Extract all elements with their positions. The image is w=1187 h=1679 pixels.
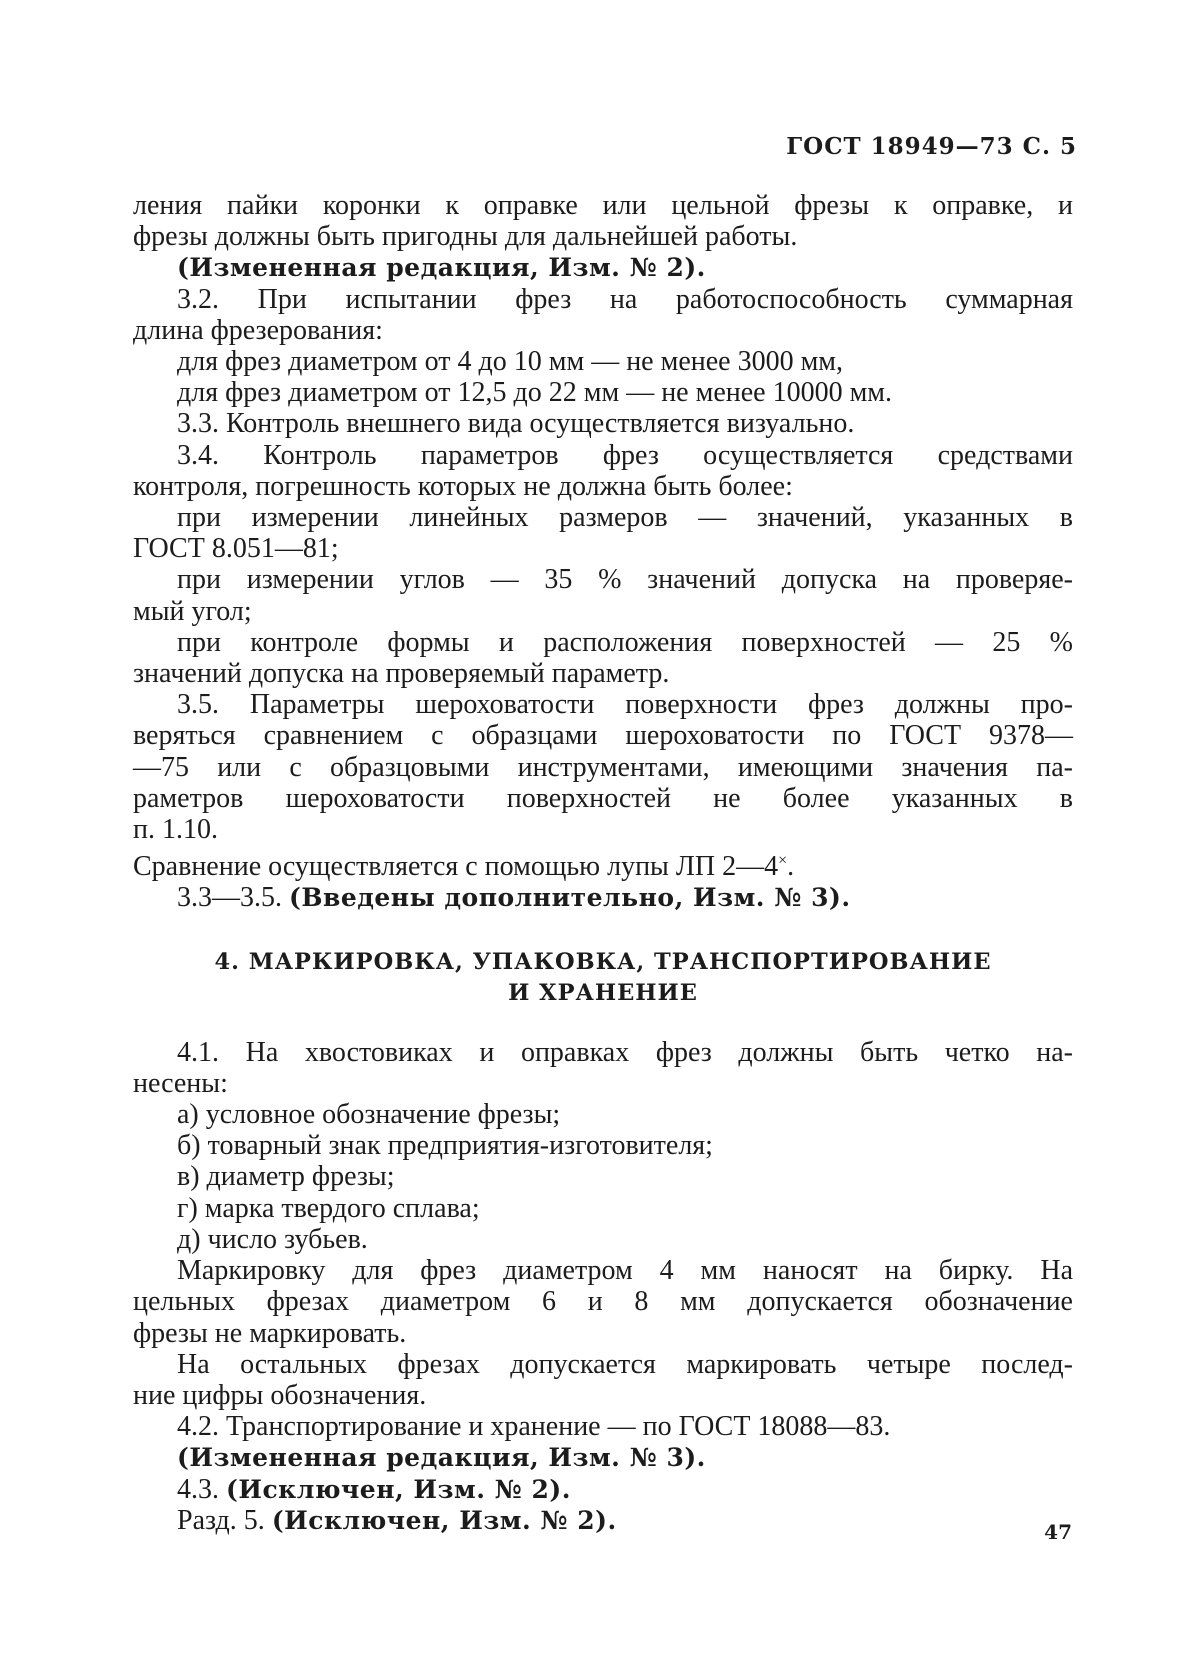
- list-item: а) условное обозначение фрезы;: [177, 1099, 561, 1131]
- text-line: раметров шероховатости поверхностей не более указанных в: [133, 782, 1073, 814]
- text-line: контроля, погрешность которых не должна быть более:: [133, 470, 793, 502]
- body-text: [133, 190, 1073, 1536]
- clause-4-1: 4.1. На хвостовиках и оправках фрез должны быть четко на-: [177, 1036, 1073, 1068]
- text-line: фрезы не маркировать.: [133, 1317, 407, 1349]
- text-line: ГОСТ 8.051—81;: [133, 533, 339, 565]
- text-line: Маркировку для фрез диаметром 4 мм наносят на бирку. На: [177, 1255, 1073, 1287]
- spacer: [133, 914, 1073, 947]
- section-5-note: [133, 1505, 1073, 1536]
- text-line: —75 или с образцовыми инструментами, имеющими значения па-: [133, 751, 1073, 783]
- clause-4-2: 4.2. Транспортирование и хранение — по ГОСТ 18088—83.: [177, 1411, 891, 1443]
- text-line: цельных фрезах диаметром 6 и 8 мм допускается обозначение: [133, 1286, 1073, 1318]
- text-line: мый угол;: [133, 595, 252, 627]
- text-fragment-bold: (Исключен, Изм. № 2).: [226, 1474, 571, 1504]
- running-header: ГОСТ 18949—73 С. 5: [786, 133, 1077, 160]
- clause-3-4: 3.4. Контроль параметров фрез осуществляется средствами: [177, 439, 1073, 471]
- text-line: длина фрезерования:: [133, 314, 383, 346]
- text-line: На остальных фрезах допускается маркировать четыре послед-: [177, 1348, 1073, 1380]
- text-line: веряться сравнением с образцами шероховатости по ГОСТ 9378—: [133, 720, 1073, 752]
- list-item: д) число зубьев.: [177, 1223, 368, 1255]
- text-fragment-bold: (Исключен, Изм. № 2).: [271, 1505, 617, 1535]
- clause-3-3: 3.3. Контроль внешнего вида осуществляется визуально.: [177, 408, 855, 440]
- amendment-note: (Измененная редакция, Изм. № 3).: [177, 1443, 706, 1473]
- clause-3-2: 3.2. При испытании фрез на работоспособность суммарная: [177, 283, 1073, 315]
- list-item: в) диаметр фрезы;: [177, 1161, 395, 1193]
- text-line: ления пайки коронки к оправке или цельной фрезы к оправке, и: [133, 190, 1073, 221]
- spacer: [133, 1009, 1073, 1037]
- amendment-note: [133, 882, 1073, 913]
- list-item: б) товарный знак предприятия-изготовителя;: [177, 1130, 713, 1162]
- text-line: фрезы должны быть пригодны для дальнейшей работы.: [133, 221, 798, 253]
- section-heading: 4. МАРКИРОВКА, УПАКОВКА, ТРАНСПОРТИРОВАНИЕ: [214, 948, 992, 975]
- text-fragment: Разд. 5.: [177, 1504, 272, 1536]
- text-line: при измерении углов — 35 % значений допуска на проверяе-: [177, 564, 1073, 596]
- text-line: при контроле формы и расположения поверхностей — 25 %: [177, 626, 1073, 658]
- text-line: п. 1.10.: [133, 814, 218, 846]
- text-fragment: Сравнение осуществляется с помощью лупы ЛП 2—4: [133, 851, 779, 883]
- text-fragment-bold: (Введены дополнительно, Изм. № 3).: [289, 883, 851, 913]
- text-line: значений допуска на проверяемый параметр.: [133, 658, 670, 690]
- text-line: [133, 845, 1073, 882]
- list-item: г) марка твердого сплава;: [177, 1192, 480, 1224]
- text-line: для фрез диаметром от 12,5 до 22 мм — не менее 10000 мм.: [177, 377, 893, 409]
- text-line: для фрез диаметром от 4 до 10 мм — не менее 3000 мм,: [177, 346, 844, 378]
- text-line: несены:: [133, 1067, 228, 1099]
- section-heading: И ХРАНЕНИЕ: [508, 979, 698, 1006]
- page-number: 47: [1044, 1520, 1072, 1544]
- text-line: ние цифры обозначения.: [133, 1379, 427, 1411]
- text-fragment: .: [787, 851, 795, 883]
- text-fragment: 4.3.: [177, 1473, 226, 1505]
- magnification-sign: ×: [778, 852, 788, 870]
- amendment-note: (Измененная редакция, Изм. № 2).: [177, 253, 706, 283]
- text-line: при измерении линейных размеров — значений, указанных в: [177, 502, 1073, 534]
- clause-3-5: 3.5. Параметры шероховатости поверхности фрез должны про-: [177, 689, 1073, 721]
- text-fragment: 3.3—3.5.: [177, 882, 289, 914]
- clause-4-3: [133, 1474, 1073, 1505]
